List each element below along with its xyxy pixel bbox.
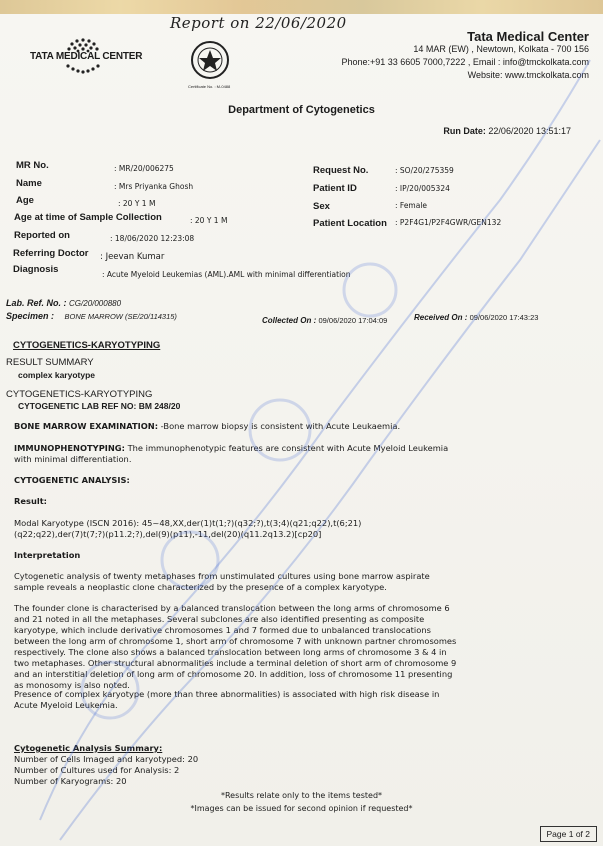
collected-value: 09/06/2020 17:04:09 xyxy=(318,316,388,325)
summary-cultures: Number of Cultures used for Analysis: 2 xyxy=(14,765,180,775)
location-label: Patient Location xyxy=(313,218,387,229)
interp-paragraph-1: Cytogenetic analysis of twenty metaphases from unstimulated cultures using bone marrow aspirate sample reveals a neoplastic clone characterized by the presence of a complex karyotype. xyxy=(14,571,430,592)
org-name: Tata Medical Center xyxy=(467,29,589,44)
age-collection-value: : 20 Y 1 M xyxy=(190,216,228,225)
org-website: Website: www.tmckolkata.com xyxy=(467,70,589,80)
specimen-value: BONE MARROW (SE/20/114315) xyxy=(64,312,177,321)
collected-label: Collected On : xyxy=(262,316,317,325)
page-number: Page 1 of 2 xyxy=(540,826,597,842)
certification-seal-icon xyxy=(190,40,230,80)
specimen-row xyxy=(6,311,177,321)
mr-label: MR No. xyxy=(16,160,49,171)
lab-ref-value: CG/20/000880 xyxy=(69,299,122,308)
referring-label: Referring Doctor xyxy=(13,248,89,259)
specimen-label: Specimen : xyxy=(6,311,55,321)
interpretation-label: Interpretation xyxy=(14,550,81,560)
name-label: Name xyxy=(16,178,42,189)
collected-row xyxy=(262,316,387,325)
sex-label: Sex xyxy=(313,201,330,212)
mr-value: : MR/20/006275 xyxy=(114,164,174,173)
received-row xyxy=(414,313,538,322)
lab-ref-number: CYTOGENETIC LAB REF NO: BM 248/20 xyxy=(18,401,181,411)
footer-note-2: *Images can be issued for second opinion if requested* xyxy=(190,804,413,813)
request-label: Request No. xyxy=(313,165,369,176)
result-summary-label: RESULT SUMMARY xyxy=(6,357,94,368)
summary-karyograms: Number of Karyograms: 20 xyxy=(14,776,127,786)
result-summary-value: complex karyotype xyxy=(18,370,96,380)
section-title: CYTOGENETICS-KARYOTYPING xyxy=(13,340,161,351)
run-date xyxy=(443,126,571,136)
age-label: Age xyxy=(16,195,34,206)
age-value: : 20 Y 1 M xyxy=(118,199,156,208)
immuno-text: The immunophenotypic features are consistent with Acute Myeloid Leukemia with minimal differentiation. xyxy=(14,443,449,464)
footer-note-1: *Results relate only to the items tested* xyxy=(220,791,383,800)
immunophenotyping xyxy=(14,443,458,465)
department-title: Department of Cytogenetics xyxy=(228,104,375,116)
interp-paragraph-3: Presence of complex karyotype (more than three abnormalities) is associated with high risk disease in Acute Myeloid Leukemia. xyxy=(14,689,440,710)
bone-marrow-exam xyxy=(14,421,458,432)
run-date-value: 22/06/2020 13:51:17 xyxy=(488,126,571,136)
analysis-label: CYTOGENETIC ANALYSIS: xyxy=(14,475,130,485)
referring-value: : Jeevan Kumar xyxy=(100,252,165,262)
reported-label: Reported on xyxy=(14,230,70,241)
cert-number: Certificate No. : M-0488 xyxy=(188,84,231,89)
received-value: 09/06/2020 17:43:23 xyxy=(469,313,539,322)
patient-id-label: Patient ID xyxy=(313,183,357,194)
name-value: : Mrs Priyanka Ghosh xyxy=(114,182,194,191)
diagnosis-value: : Acute Myeloid Leukemias (AML).AML with minimal differentiation xyxy=(102,270,351,279)
request-value: : SO/20/275359 xyxy=(395,166,454,175)
location-value: : P2F4G1/P2F4GWR/GEN132 xyxy=(395,218,502,227)
immuno-label: IMMUNOPHENOTYPING: xyxy=(14,443,125,453)
summary-title: Cytogenetic Analysis Summary: xyxy=(14,743,163,753)
bme-label: BONE MARROW EXAMINATION: xyxy=(14,421,159,431)
top-color-strip xyxy=(0,0,603,14)
sex-value: : Female xyxy=(395,201,428,210)
age-collection-label: Age at time of Sample Collection xyxy=(14,212,162,223)
patient-id-value: : IP/20/005324 xyxy=(395,184,450,193)
org-address: 14 MAR (EW) , Newtown, Kolkata - 700 156 xyxy=(413,44,589,54)
handwritten-note: Report on 22/06/2020 xyxy=(170,14,347,32)
summary-cells: Number of Cells Imaged and karyotyped: 20 xyxy=(14,754,199,764)
lab-ref-row xyxy=(6,298,121,308)
received-label: Received On : xyxy=(414,313,468,322)
bme-text: -Bone marrow biopsy is consistent with Acute Leukaemia. xyxy=(158,421,401,431)
diagnosis-label: Diagnosis xyxy=(13,264,59,275)
lab-ref-label: Lab. Ref. No. : xyxy=(6,298,67,308)
run-date-label: Run Date: xyxy=(443,126,486,136)
karyotype-text: Modal Karyotype (ISCN 2016): 45~48,XX,der(1)t(1;?)(q32;?),t(3;4)(q21;q22),t(6;21)(q22;q22),der(7)t(7;?)(p11.2;?),del(9)(p11),-11,del(20)(q11.2q13.2)[cp20] xyxy=(14,518,362,539)
interp-paragraph-2: The founder clone is characterised by a balanced translocation between the long arms of chromosome 6 and 21 noted in all the metaphases. Several subclones are also identified presenting as composite karyotype, which include derivative chromosomes 1 and 7 formed due to unbalanced translocations between the long arm of chromosome 1, short arm of chromosome 7 with unknown partner chromosomes respectively. The clone also shows a balanced translocation between long arms of chromosome 3 & 4 in two metaphases. Other structural abnormalities include a terminal deletion of short arm of chromosome 9 and an interstitial deletion of long arm of chromosome 20. In addition, loss of chromosome 11 presenting as monosomy is also noted. xyxy=(14,603,457,690)
subsection-title: CYTOGENETICS-KARYOTYPING xyxy=(6,389,153,400)
logo-text: TATA MEDICAL CENTER xyxy=(30,51,143,62)
org-address-block xyxy=(341,30,589,82)
reported-value: : 18/06/2020 12:23:08 xyxy=(110,234,195,243)
result-label: Result: xyxy=(14,496,47,506)
org-phone-email: Phone:+91 33 6605 7000,7222 , Email : info@tmckolkata.com xyxy=(341,57,589,67)
